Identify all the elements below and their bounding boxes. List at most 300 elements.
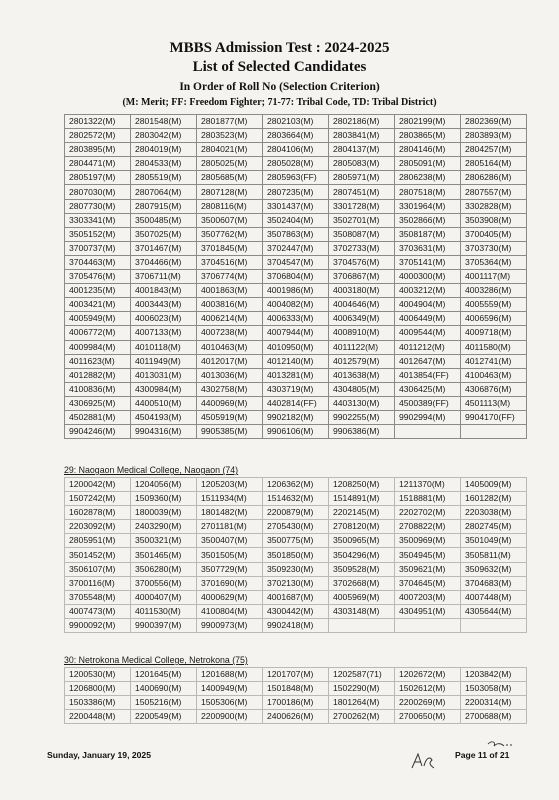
table-cell: 4010950(M) — [263, 340, 329, 354]
table-cell: 2803042(M) — [131, 129, 197, 143]
table-cell: 2806238(M) — [395, 171, 461, 185]
table-cell: 3500407(M) — [197, 534, 263, 548]
table-cell: 4011949(M) — [131, 354, 197, 368]
table-cell: 2801548(M) — [131, 115, 197, 129]
table-cell: 4004904(M) — [395, 298, 461, 312]
table-cell: 2708120(M) — [329, 520, 395, 534]
table-cell: 9902255(M) — [329, 410, 395, 424]
table-cell: 2807915(M) — [131, 199, 197, 213]
table-cell: 4006449(M) — [395, 312, 461, 326]
table-cell: 4013031(M) — [131, 368, 197, 382]
table-cell: 4009984(M) — [65, 340, 131, 354]
table-cell: 4003286(M) — [461, 284, 527, 298]
table-row — [65, 562, 527, 576]
table-cell: 1800039(M) — [131, 506, 197, 520]
table-cell: 3507863(M) — [263, 227, 329, 241]
table-cell: 1200042(M) — [65, 478, 131, 492]
table-row — [65, 425, 527, 439]
table-cell: 3500969(M) — [395, 534, 461, 548]
table-cell: 2804021(M) — [197, 143, 263, 157]
table-row — [65, 270, 527, 284]
table-row — [65, 143, 527, 157]
table-row — [65, 157, 527, 171]
table-row — [65, 213, 527, 227]
table-cell: 2203092(M) — [65, 520, 131, 534]
table-cell: 4011212(M) — [395, 340, 461, 354]
table-cell: 2202145(M) — [329, 506, 395, 520]
table-cell: 2805685(M) — [197, 171, 263, 185]
table-cell: 4000300(M) — [395, 270, 461, 284]
table-row — [65, 576, 527, 590]
table-row — [65, 185, 527, 199]
table-cell: 1505216(M) — [131, 696, 197, 710]
table-cell: 3504945(M) — [395, 548, 461, 562]
table-cell: 3706711(M) — [131, 270, 197, 284]
table-cell: 1400690(M) — [131, 682, 197, 696]
table-cell: 4306876(M) — [461, 382, 527, 396]
table-cell — [395, 618, 461, 632]
table-cell: 2805164(M) — [461, 157, 527, 171]
table-cell: 1201707(M) — [263, 668, 329, 682]
table-cell: 2807235(M) — [263, 185, 329, 199]
table-cell: 1205203(M) — [197, 478, 263, 492]
table-cell: 3704463(M) — [65, 255, 131, 269]
table-cell: 3301964(M) — [395, 199, 461, 213]
table-cell: 2803895(M) — [65, 143, 131, 157]
table-cell: 4403130(M) — [329, 396, 395, 410]
table-cell: 1514891(M) — [329, 492, 395, 506]
table-cell: 4007238(M) — [197, 326, 263, 340]
table-cell: 1206362(M) — [263, 478, 329, 492]
table-row — [65, 534, 527, 548]
table-cell: 4006214(M) — [197, 312, 263, 326]
table-cell: 9906386(M) — [329, 425, 395, 439]
section-heading-netrokona: 30: Netrokona Medical College, Netrokona (75) — [64, 655, 248, 665]
table-cell: 4306425(M) — [395, 382, 461, 396]
table-row — [65, 590, 527, 604]
table-cell: 3501505(M) — [197, 548, 263, 562]
table-cell: 2200549(M) — [131, 710, 197, 724]
table-cell: 4012647(M) — [395, 354, 461, 368]
table-cell: 2803664(M) — [263, 129, 329, 143]
section-heading-naogaon: 29: Naogaon Medical College, Naogaon (74) — [64, 465, 239, 475]
table-cell: 2403290(M) — [131, 520, 197, 534]
table-cell: 3702130(M) — [263, 576, 329, 590]
table-cell: 3700737(M) — [65, 241, 131, 255]
table-cell: 3507729(M) — [197, 562, 263, 576]
table-row — [65, 604, 527, 618]
table-cell: 1201688(M) — [197, 668, 263, 682]
table-row — [65, 115, 527, 129]
table-cell: 3507762(M) — [197, 227, 263, 241]
table-cell: 1507242(M) — [65, 492, 131, 506]
table-cell: 2805028(M) — [263, 157, 329, 171]
table-cell: 3501850(M) — [263, 548, 329, 562]
table-cell: 1206800(M) — [65, 682, 131, 696]
table-cell: 4013638(M) — [329, 368, 395, 382]
table-cell: 4003443(M) — [131, 298, 197, 312]
table-cell: 2807030(M) — [65, 185, 131, 199]
table-cell: 2200879(M) — [263, 506, 329, 520]
naogaon-candidates-table — [64, 477, 527, 633]
table-cell: 4001986(M) — [263, 284, 329, 298]
table-cell: 4006349(M) — [329, 312, 395, 326]
table-cell: 3509528(M) — [329, 562, 395, 576]
table-cell: 4010118(M) — [131, 340, 197, 354]
table-cell: 4011530(M) — [131, 604, 197, 618]
table-row — [65, 520, 527, 534]
table-row — [65, 410, 527, 424]
table-cell: 3500775(M) — [263, 534, 329, 548]
table-cell: 4013854(FF) — [395, 368, 461, 382]
table-cell: 1405009(M) — [461, 478, 527, 492]
table-cell: 2805083(M) — [329, 157, 395, 171]
table-cell: 2705430(M) — [263, 520, 329, 534]
page-title: MBBS Admission Test : 2024-2025 — [169, 40, 390, 56]
table-cell: 4400969(M) — [197, 396, 263, 410]
table-cell: 3504296(M) — [329, 548, 395, 562]
table-cell: 3700116(M) — [65, 576, 131, 590]
table-cell: 4001863(M) — [197, 284, 263, 298]
table-cell: 3702668(M) — [329, 576, 395, 590]
table-cell: 3505811(M) — [461, 548, 527, 562]
table-cell: 9902418(M) — [263, 618, 329, 632]
table-cell: 1203842(M) — [461, 668, 527, 682]
table-cell: 1202587(71) — [329, 668, 395, 682]
table-cell: 9906106(M) — [263, 425, 329, 439]
table-cell: 2802572(M) — [65, 129, 131, 143]
table-cell: 2200314(M) — [461, 696, 527, 710]
table-cell: 4011580(M) — [461, 340, 527, 354]
table-cell: 4006596(M) — [461, 312, 527, 326]
table-cell: 4007944(M) — [263, 326, 329, 340]
table-cell: 2805091(M) — [395, 157, 461, 171]
table-cell: 9900973(M) — [197, 618, 263, 632]
table-cell: 3507025(M) — [131, 227, 197, 241]
table-cell: 4013036(M) — [197, 368, 263, 382]
table-cell: 4005969(M) — [329, 590, 395, 604]
table-cell: 2400626(M) — [263, 710, 329, 724]
table-cell: 3704645(M) — [395, 576, 461, 590]
table-cell: 2802103(M) — [263, 115, 329, 129]
table-cell: 3704466(M) — [131, 255, 197, 269]
table-cell: 2804106(M) — [263, 143, 329, 157]
table-cell: 2805025(M) — [197, 157, 263, 171]
table-cell: 2202702(M) — [395, 506, 461, 520]
table-cell: 2804019(M) — [131, 143, 197, 157]
table-cell: 2807518(M) — [395, 185, 461, 199]
table-cell: 9900397(M) — [131, 618, 197, 632]
table-row — [65, 241, 527, 255]
table-cell: 2200269(M) — [395, 696, 461, 710]
table-cell: 2708822(M) — [395, 520, 461, 534]
table-cell: 2700650(M) — [395, 710, 461, 724]
table-cell: 1602878(M) — [65, 506, 131, 520]
table-cell: 2805963(FF) — [263, 171, 329, 185]
table-cell: 2801322(M) — [65, 115, 131, 129]
table-cell: 2700688(M) — [461, 710, 527, 724]
table-cell: 3505152(M) — [65, 227, 131, 241]
table-cell: 4011122(M) — [329, 340, 395, 354]
table-cell: 3501049(M) — [461, 534, 527, 548]
table-cell: 2700262(M) — [329, 710, 395, 724]
table-row — [65, 382, 527, 396]
table-cell: 3500965(M) — [329, 534, 395, 548]
table-cell: 4007448(M) — [461, 590, 527, 604]
table-cell: 4003212(M) — [395, 284, 461, 298]
table-cell: 3704576(M) — [329, 255, 395, 269]
table-cell: 3701690(M) — [197, 576, 263, 590]
table-cell: 3703631(M) — [395, 241, 461, 255]
table-cell: 3501452(M) — [65, 548, 131, 562]
table-cell: 4300984(M) — [131, 382, 197, 396]
table-cell: 1700186(M) — [263, 696, 329, 710]
table-cell: 4003421(M) — [65, 298, 131, 312]
table-cell: 4000407(M) — [131, 590, 197, 604]
table-cell: 4007473(M) — [65, 604, 131, 618]
table-cell: 3704683(M) — [461, 576, 527, 590]
table-cell: 2807064(M) — [131, 185, 197, 199]
table-cell: 4300442(M) — [263, 604, 329, 618]
table-row — [65, 492, 527, 506]
table-cell: 4006023(M) — [131, 312, 197, 326]
table-cell: 3509621(M) — [395, 562, 461, 576]
table-cell: 4006772(M) — [65, 326, 131, 340]
table-row — [65, 326, 527, 340]
table-cell: 4001843(M) — [131, 284, 197, 298]
table-cell: 4012579(M) — [329, 354, 395, 368]
table-cell: 3703730(M) — [461, 241, 527, 255]
table-cell — [395, 425, 461, 439]
table-cell: 1801264(M) — [329, 696, 395, 710]
table-cell: 2802186(M) — [329, 115, 395, 129]
table-cell: 1202672(M) — [395, 668, 461, 682]
table-cell: 2807557(M) — [461, 185, 527, 199]
table-cell: 3500485(M) — [131, 213, 197, 227]
table-cell: 3506107(M) — [65, 562, 131, 576]
table-cell: 3706867(M) — [329, 270, 395, 284]
table-cell: 4007203(M) — [395, 590, 461, 604]
table-cell: 1204056(M) — [131, 478, 197, 492]
table-cell: 1208250(M) — [329, 478, 395, 492]
table-cell: 4304951(M) — [395, 604, 461, 618]
table-row — [65, 682, 527, 696]
table-cell: 4012140(M) — [263, 354, 329, 368]
table-cell: 4006333(M) — [263, 312, 329, 326]
table-cell: 1601282(M) — [461, 492, 527, 506]
table-cell: 3502701(M) — [329, 213, 395, 227]
table-cell: 3509230(M) — [263, 562, 329, 576]
table-cell: 4100463(M) — [461, 368, 527, 382]
table-cell: 3303341(M) — [65, 213, 131, 227]
table-cell: 3702447(M) — [263, 241, 329, 255]
code-legend: (M: Merit; FF: Freedom Fighter; 71-77: Tribal Code, TD: Tribal District) — [122, 97, 437, 108]
table-cell: 4012741(M) — [461, 354, 527, 368]
table-cell: 3502866(M) — [395, 213, 461, 227]
table-row — [65, 340, 527, 354]
table-cell: 3701467(M) — [131, 241, 197, 255]
table-cell: 3500321(M) — [131, 534, 197, 548]
table-cell: 4304805(M) — [329, 382, 395, 396]
table-cell: 4001235(M) — [65, 284, 131, 298]
table-cell: 2807128(M) — [197, 185, 263, 199]
table-cell: 3301437(M) — [263, 199, 329, 213]
table-cell: 3705476(M) — [65, 270, 131, 284]
table-cell: 2806286(M) — [461, 171, 527, 185]
table-cell: 3702733(M) — [329, 241, 395, 255]
table-cell: 1211370(M) — [395, 478, 461, 492]
table-cell: 2802369(M) — [461, 115, 527, 129]
table-cell: 2804471(M) — [65, 157, 131, 171]
table-cell: 4100804(M) — [197, 604, 263, 618]
table-cell: 9900092(M) — [65, 618, 131, 632]
table-cell: 1509360(M) — [131, 492, 197, 506]
table-row — [65, 368, 527, 382]
table-cell: 2807730(M) — [65, 199, 131, 213]
table-cell: 4011623(M) — [65, 354, 131, 368]
table-cell: 4400510(M) — [131, 396, 197, 410]
table-cell: 4303719(M) — [263, 382, 329, 396]
table-cell: 2801877(M) — [197, 115, 263, 129]
table-cell: 2203038(M) — [461, 506, 527, 520]
table-cell: 3706774(M) — [197, 270, 263, 284]
table-row — [65, 710, 527, 724]
table-cell: 3509632(M) — [461, 562, 527, 576]
table-cell: 1518881(M) — [395, 492, 461, 506]
table-cell: 3500607(M) — [197, 213, 263, 227]
table-cell: 4305644(M) — [461, 604, 527, 618]
selected-candidates-table — [64, 114, 527, 439]
table-cell: 4303148(M) — [329, 604, 395, 618]
table-cell: 3705364(M) — [461, 255, 527, 269]
table-cell: 3700556(M) — [131, 576, 197, 590]
table-cell: 4502881(M) — [65, 410, 131, 424]
table-row — [65, 312, 527, 326]
table-row — [65, 548, 527, 562]
table-row — [65, 129, 527, 143]
table-cell: 2803893(M) — [461, 129, 527, 143]
table-cell: 4012882(M) — [65, 368, 131, 382]
table-cell: 4504193(M) — [131, 410, 197, 424]
table-cell: 4302758(M) — [197, 382, 263, 396]
table-cell: 3301728(M) — [329, 199, 395, 213]
table-cell: 3302828(M) — [461, 199, 527, 213]
table-row — [65, 618, 527, 632]
table-cell: 4013281(M) — [263, 368, 329, 382]
table-cell: 3501465(M) — [131, 548, 197, 562]
table-row — [65, 696, 527, 710]
table-cell: 1200530(M) — [65, 668, 131, 682]
table-cell: 2805519(M) — [131, 171, 197, 185]
table-cell: 1801482(M) — [197, 506, 263, 520]
table-row — [65, 284, 527, 298]
table-cell: 2802745(M) — [461, 520, 527, 534]
table-row — [65, 354, 527, 368]
table-cell: 4000629(M) — [197, 590, 263, 604]
table-cell: 9904170(FF) — [461, 410, 527, 424]
table-cell: 1502612(M) — [395, 682, 461, 696]
table-cell: 2804533(M) — [131, 157, 197, 171]
table-cell: 2701181(M) — [197, 520, 263, 534]
table-cell: 4100836(M) — [65, 382, 131, 396]
table-cell: 4007133(M) — [131, 326, 197, 340]
table-cell: 2803841(M) — [329, 129, 395, 143]
table-cell: 2200900(M) — [197, 710, 263, 724]
table-cell: 2804257(M) — [461, 143, 527, 157]
table-cell: 2803865(M) — [395, 129, 461, 143]
table-row — [65, 171, 527, 185]
table-cell: 4004646(M) — [329, 298, 395, 312]
footer-page-number: Page 11 of 21 — [455, 750, 510, 760]
table-cell: 4008910(M) — [329, 326, 395, 340]
table-cell: 2802199(M) — [395, 115, 461, 129]
table-cell: 4505919(M) — [197, 410, 263, 424]
table-cell: 3705548(M) — [65, 590, 131, 604]
table-cell: 3508087(M) — [329, 227, 395, 241]
footer-date: Sunday, January 19, 2025 — [47, 750, 151, 760]
table-cell: 3700405(M) — [461, 227, 527, 241]
table-cell: 1505306(M) — [197, 696, 263, 710]
table-cell: 3502404(M) — [263, 213, 329, 227]
table-cell: 4009544(M) — [395, 326, 461, 340]
table-cell: 2200448(M) — [65, 710, 131, 724]
table-cell: 4012017(M) — [197, 354, 263, 368]
table-cell: 1400949(M) — [197, 682, 263, 696]
table-row — [65, 255, 527, 269]
table-cell: 9905385(M) — [197, 425, 263, 439]
table-cell: 4003180(M) — [329, 284, 395, 298]
table-cell: 3508187(M) — [395, 227, 461, 241]
order-note: In Order of Roll No (Selection Criterion) — [179, 81, 380, 93]
table-cell: 4009718(M) — [461, 326, 527, 340]
table-cell: 3704547(M) — [263, 255, 329, 269]
table-cell: 3705141(M) — [395, 255, 461, 269]
table-cell: 4004082(M) — [263, 298, 329, 312]
table-cell: 2805951(M) — [65, 534, 131, 548]
table-cell: 3706804(M) — [263, 270, 329, 284]
table-cell: 9904246(M) — [65, 425, 131, 439]
table-cell: 4005559(M) — [461, 298, 527, 312]
table-cell — [461, 425, 527, 439]
table-cell: 9902994(M) — [395, 410, 461, 424]
table-cell: 9904316(M) — [131, 425, 197, 439]
table-cell: 1501848(M) — [263, 682, 329, 696]
table-cell: 2808116(M) — [197, 199, 263, 213]
page-subtitle: List of Selected Candidates — [192, 59, 367, 75]
table-cell: 2805971(M) — [329, 171, 395, 185]
table-cell — [329, 618, 395, 632]
table-cell: 4500389(FF) — [395, 396, 461, 410]
table-cell: 1511934(M) — [197, 492, 263, 506]
table-cell: 4003816(M) — [197, 298, 263, 312]
table-cell: 1503386(M) — [65, 696, 131, 710]
table-cell: 3503908(M) — [461, 213, 527, 227]
table-cell: 9902182(M) — [263, 410, 329, 424]
table-cell: 4001687(M) — [263, 590, 329, 604]
table-row — [65, 478, 527, 492]
table-cell: 2805197(M) — [65, 171, 131, 185]
table-row — [65, 506, 527, 520]
table-cell: 4005949(M) — [65, 312, 131, 326]
table-row — [65, 227, 527, 241]
table-row — [65, 396, 527, 410]
table-cell: 2804137(M) — [329, 143, 395, 157]
table-cell: 4402814(FF) — [263, 396, 329, 410]
table-cell: 4501113(M) — [461, 396, 527, 410]
table-row — [65, 668, 527, 682]
table-cell: 3701845(M) — [197, 241, 263, 255]
table-cell: 1502290(M) — [329, 682, 395, 696]
